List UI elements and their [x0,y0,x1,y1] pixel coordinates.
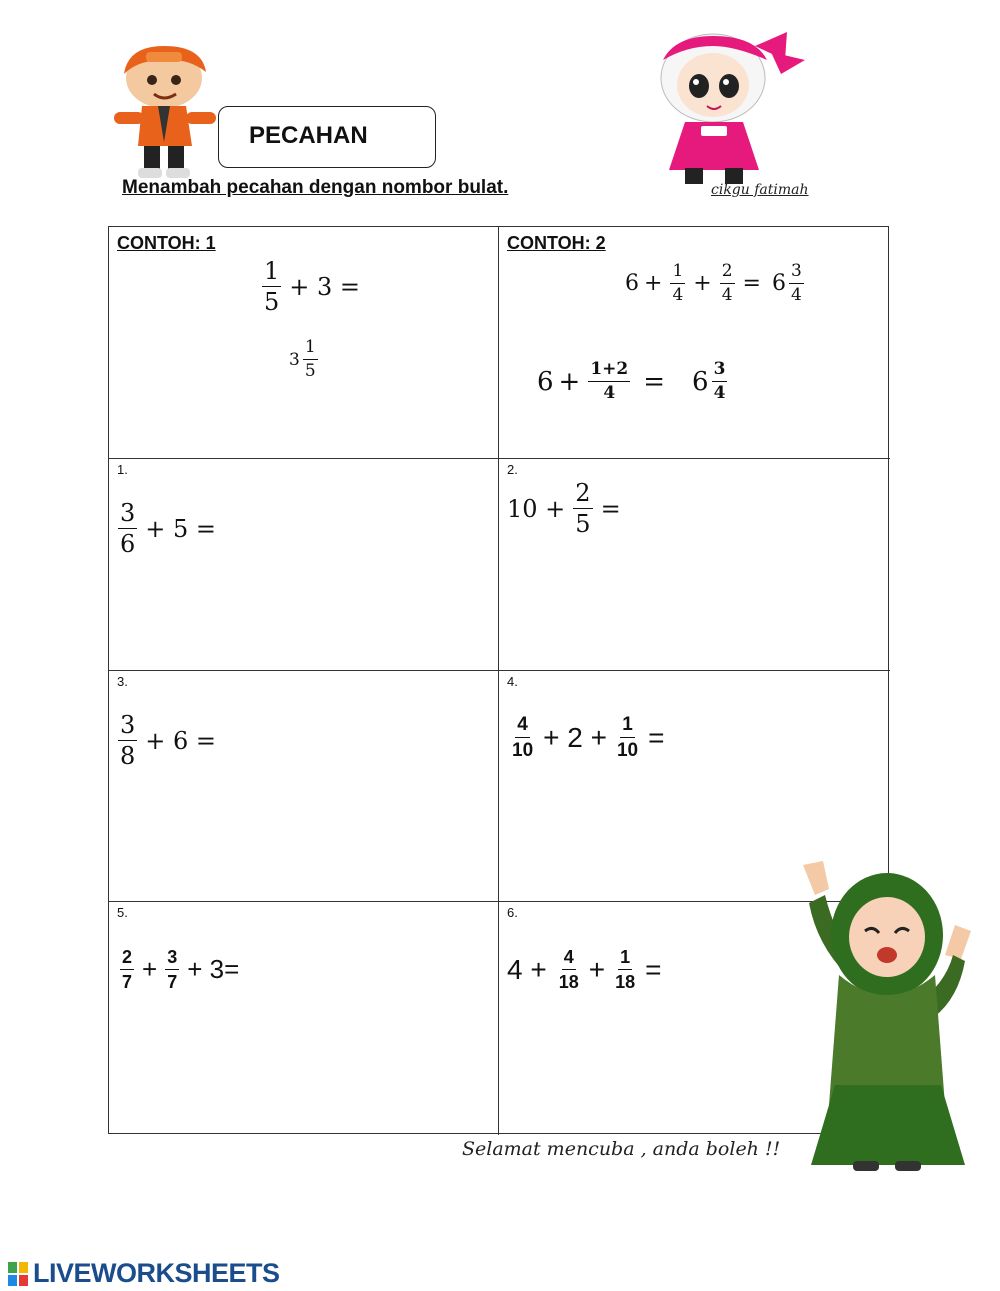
whole-number: 6 [625,271,639,296]
example-1-heading: CONTOH: 1 [117,233,216,253]
whole-number: 6 [771,271,786,296]
operator-text: + 3= [187,954,240,984]
plus-sign: + [693,271,712,296]
fraction-denominator: 5 [264,288,280,316]
operator-text: + 3 = [289,272,361,301]
closing-message: Selamat mencuba , anda boleh !! [462,1138,781,1160]
whole-number: 6 [692,366,709,397]
fraction-denominator: 6 [120,530,136,558]
example-1-question [259,259,365,314]
question-number: 6. [507,905,518,920]
fraction-denominator: 10 [512,740,534,761]
example-1-answer [289,339,321,380]
fraction-numerator: 4 [515,715,530,738]
question-number: 1. [117,462,128,477]
question-number: 3. [117,674,128,689]
operator-text: + 6 = [145,726,217,755]
question-5-expression [117,948,244,991]
operator-text: + 2 + [543,721,607,753]
question-number: 2. [507,462,518,477]
operator-text: + 5 = [145,514,217,543]
example-2-heading: CONTOH: 2 [507,233,606,253]
question-3-expression [115,713,221,768]
plus-sign: + [644,271,663,296]
fraction-denominator: 18 [615,972,636,992]
boy-cartoon-illustration [108,42,220,180]
equals-sign: = [600,494,621,523]
page-subtitle: Menambah pecahan dengan nombor bulat. [122,177,509,198]
question-2-cell [499,459,890,671]
example-2-cell [499,227,890,459]
whole-number: 10 + [507,494,566,523]
worksheet-grid [108,226,889,1134]
fraction-numerator: 2 [120,948,134,970]
author-signature: cikgu fatimah [711,182,809,198]
fraction-numerator: 4 [562,948,576,970]
fraction-numerator: 1+2 [588,361,630,382]
fraction-numerator: 1 [620,715,635,738]
question-6-expression [507,948,666,991]
question-3-cell [109,671,499,902]
fraction-numerator: 3 [789,263,804,284]
example-1-cell [109,227,499,459]
plus-sign: + [142,954,158,984]
question-1-cell [109,459,499,671]
hijab-girl-pink-illustration [655,30,830,190]
question-number: 4. [507,674,518,689]
question-4-expression [507,715,669,760]
fraction-numerator: 3 [120,711,136,739]
question-5-cell [109,902,499,1135]
fraction-denominator: 4 [721,285,733,305]
logo-icon [8,1262,28,1286]
fraction-numerator: 1 [670,263,685,284]
fraction-denominator: 5 [575,510,591,538]
plus-sign: + [558,366,581,397]
cheering-girl-illustration [795,855,980,1175]
whole-number: 4 + [507,953,547,985]
fraction-denominator: 4 [713,383,726,403]
question-2-expression [507,481,626,536]
equals-sign: = [742,271,761,296]
fraction-numerator: 3 [165,948,179,970]
fraction-numerator: 3 [120,499,136,527]
example-2-line-2 [537,361,730,402]
fraction-denominator: 8 [120,742,136,770]
fraction-denominator: 7 [167,972,178,992]
equals-sign: = [643,366,666,397]
fraction-denominator: 10 [616,740,639,761]
logo-text: LIVEWORKSHEETS [33,1258,280,1288]
title-box [218,106,436,168]
fraction-numerator: 2 [575,479,591,507]
equals-sign: = [648,721,665,753]
question-number: 5. [117,905,128,920]
fraction-denominator: 18 [558,972,579,992]
fraction-numerator: 3 [712,361,728,382]
whole-number: 6 [537,366,554,397]
example-2-line-1 [625,263,807,304]
page-title: PECAHAN [249,122,368,149]
equals-sign: = [645,953,662,985]
fraction-denominator: 5 [304,361,316,381]
fraction-numerator: 1 [303,339,318,360]
fraction-denominator: 4 [672,285,684,305]
fraction-denominator: 4 [603,383,616,403]
fraction-numerator: 2 [720,263,735,284]
fraction-denominator: 7 [122,972,133,992]
plus-sign: + [588,953,606,985]
question-1-expression [115,501,221,556]
fraction-denominator: 4 [790,285,802,305]
fraction-numerator: 1 [618,948,632,970]
whole-number: 3 [289,349,300,370]
liveworksheets-logo[interactable] [8,1258,280,1289]
fraction-numerator: 1 [264,257,280,285]
